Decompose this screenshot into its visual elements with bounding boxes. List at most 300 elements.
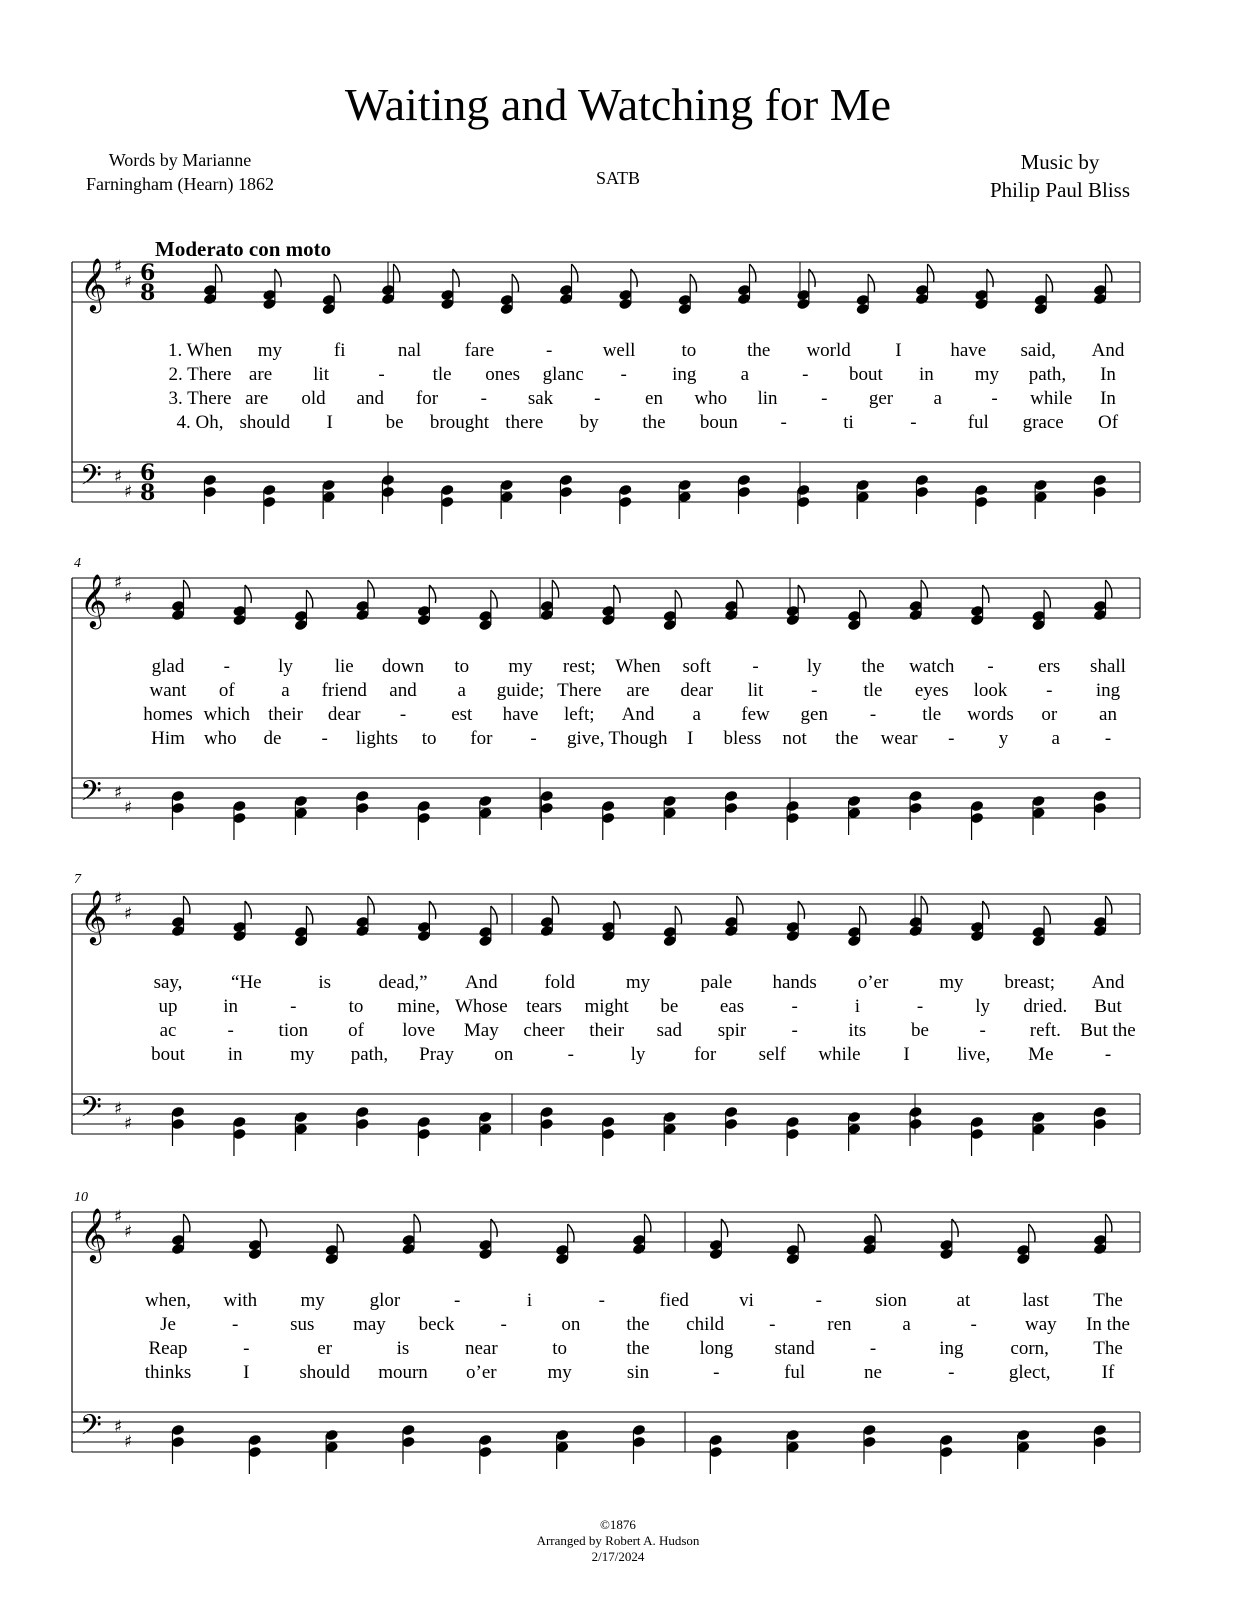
lyric-syllable: lights (355, 728, 398, 749)
lyric-syllable: to (681, 340, 697, 361)
lyric-syllable: glect, (1008, 1362, 1051, 1383)
lyric-syllable: for (470, 728, 493, 749)
lyric-syllable: friend (321, 680, 367, 701)
lyric-syllable: few (741, 704, 770, 725)
lyric-syllable: bout (848, 364, 883, 385)
sharp-icon: ♯ (124, 272, 133, 292)
sharp-icon: ♯ (114, 573, 123, 593)
sharp-icon: ♯ (124, 798, 133, 818)
lyric-syllable: and (389, 680, 417, 701)
lyric-syllable: homes (143, 704, 193, 725)
sharp-icon: ♯ (124, 904, 133, 924)
lyric-syllable: - (948, 1362, 955, 1383)
lyric-syllable: - (500, 1314, 507, 1335)
lyric-syllable: glanc (542, 364, 584, 385)
lyric-syllable: say, (153, 972, 183, 993)
measure-number: 4 (74, 556, 81, 571)
lyric-syllable: a (933, 388, 942, 409)
lyric-syllable: lie (334, 656, 354, 677)
lyric-syllable: cheer (523, 1020, 565, 1041)
lyric-syllable: are (245, 388, 269, 409)
lyric-syllable: In the (1086, 1314, 1130, 1335)
lyric-syllable: should (239, 412, 291, 433)
lyric-syllable: by (579, 412, 599, 433)
lyric-syllable: shall (1090, 656, 1126, 677)
lyric-syllable: - (869, 704, 877, 725)
lyric-syllable: is (318, 972, 331, 993)
bass-clef-icon: 𝄢 (80, 1409, 102, 1449)
time-signature-bottom: 8 (140, 480, 156, 506)
lyric-syllable: 3. There (168, 388, 232, 409)
lyric-syllable: left; (563, 704, 595, 725)
lyric-syllable: while (818, 1044, 861, 1065)
lyric-syllable: - (791, 1020, 798, 1041)
lyric-syllable: tle (922, 704, 942, 725)
lyric-syllable: - (821, 388, 828, 409)
lyric-syllable: ing (1095, 680, 1121, 701)
lyric-syllable: - (780, 412, 787, 433)
lyric-syllable: a (281, 680, 290, 701)
lyric-syllable: long (699, 1338, 734, 1359)
lyric-syllable: path, (350, 1044, 389, 1065)
treble-clef-icon: 𝄞 (80, 889, 108, 943)
lyric-syllable: world (806, 340, 851, 361)
lyric-line-verse-1 (0, 1290, 1236, 1312)
lyric-syllable: - (290, 996, 297, 1017)
arranger-line: Arranged by Robert A. Hudson (536, 1533, 700, 1548)
treble-clef-icon: 𝄞 (80, 257, 108, 311)
lyric-syllable: - (227, 1020, 234, 1041)
lyric-syllable: for (415, 388, 439, 409)
lyric-syllable: lin (757, 388, 778, 409)
sharp-icon: ♯ (124, 1222, 133, 1242)
lyric-syllable: eyes (914, 680, 949, 701)
note-flag (1029, 1224, 1035, 1242)
lyric-syllable: to (421, 728, 437, 749)
lyric-syllable: is (396, 1338, 410, 1359)
lyric-syllable: - (321, 728, 328, 749)
lyric-syllable: - (594, 388, 601, 409)
time-signature-top: 6 (140, 460, 156, 486)
lyric-syllable: glor (369, 1290, 401, 1311)
sharp-icon: ♯ (114, 889, 123, 909)
lyric-syllable: In (1100, 388, 1116, 409)
lyric-syllable: my (974, 364, 1000, 385)
sharp-icon: ♯ (114, 467, 123, 487)
tempo-marking: Moderato con moto (155, 237, 332, 261)
lyric-syllable: vi (739, 1290, 754, 1311)
song-title: Waiting and Watching for Me (344, 79, 892, 130)
lyric-syllable: to (348, 996, 364, 1017)
lyric-syllable: I (903, 1044, 910, 1065)
lyric-syllable: Pray (419, 1044, 454, 1065)
lyric-syllable: when, (145, 1290, 191, 1311)
lyric-syllable: a (1051, 728, 1060, 749)
lyric-syllable: de (263, 728, 282, 749)
lyric-syllable: live, (957, 1044, 991, 1065)
words-credit-line1: Words by Marianne (108, 150, 252, 170)
lyric-syllable: grace (1022, 412, 1064, 433)
lyric-syllable: nal (397, 340, 422, 361)
sharp-icon: ♯ (114, 1099, 123, 1119)
lyric-syllable: my (939, 972, 964, 993)
words-credit-line2: Farningham (Hearn) 1862 (86, 174, 274, 194)
lyric-syllable: path, (1028, 364, 1067, 385)
lyric-syllable: boun (699, 412, 738, 433)
lyric-syllable: while (1030, 388, 1073, 409)
lyric-syllable: sion (875, 1290, 907, 1311)
sharp-icon: ♯ (124, 1432, 133, 1452)
lyric-syllable: soft (682, 656, 711, 677)
lyric-syllable: be (385, 412, 404, 433)
lyric-syllable: corn, (1010, 1338, 1049, 1359)
lyric-syllable: my (290, 1044, 315, 1065)
lyric-syllable: Whose (454, 996, 508, 1017)
lyric-syllable: est (451, 704, 473, 725)
lyric-syllable: not (782, 728, 807, 749)
lyric-syllable: - (752, 656, 759, 677)
lyric-syllable: - (948, 728, 955, 749)
lyric-syllable: Reap (148, 1338, 188, 1359)
lyric-syllable: the (835, 728, 859, 749)
lyric-syllable: my (547, 1362, 572, 1383)
note-flag (875, 1214, 881, 1232)
lyric-syllable: ly (806, 656, 822, 677)
lyric-syllable: - (916, 996, 924, 1017)
lyric-syllable: ones (485, 364, 521, 385)
lyric-syllable: ly (278, 656, 293, 677)
lyric-syllable: have (502, 704, 539, 725)
lyric-syllable: ger (868, 388, 894, 409)
lyric-syllable: And (1091, 972, 1125, 993)
lyric-syllable: sin (626, 1362, 650, 1383)
lyric-syllable: - (480, 388, 487, 409)
lyric-syllable: bless (723, 728, 762, 749)
copyright-line: ©1876 (600, 1517, 636, 1532)
lyric-syllable: their (589, 1020, 625, 1041)
measure-number: 10 (74, 1190, 88, 1205)
lyric-syllable: tle (863, 680, 883, 701)
lyric-syllable: in (223, 996, 239, 1017)
sharp-icon: ♯ (114, 1207, 123, 1227)
lyric-syllable: But (1094, 996, 1122, 1017)
lyric-syllable: - (869, 1338, 877, 1359)
lyric-syllable: ly (975, 996, 991, 1017)
lyric-syllable: the (626, 1314, 650, 1335)
sharp-icon: ♯ (114, 783, 123, 803)
note-flag (798, 1224, 804, 1242)
note-flag (568, 1224, 574, 1242)
lyric-syllable: in (919, 364, 934, 385)
lyric-syllable: reft. (1029, 1020, 1061, 1041)
lyric-syllable: glad (151, 656, 185, 677)
lyric-syllable: May (463, 1020, 499, 1041)
lyric-syllable: are (626, 680, 650, 701)
lyric-syllable: at (956, 1290, 971, 1311)
lyric-syllable: Of (1097, 412, 1119, 433)
lyric-syllable: tears (526, 996, 562, 1017)
lyric-syllable: ly (630, 1044, 646, 1065)
lyric-syllable: give, (567, 728, 605, 749)
lyric-syllable: - (231, 1314, 239, 1335)
lyric-syllable: wear (880, 728, 918, 749)
lyric-syllable: may (353, 1314, 386, 1335)
lyric-syllable: If (1101, 1362, 1115, 1383)
lyric-syllable: - (620, 364, 627, 385)
lyric-line-verse-3 (0, 1338, 1236, 1360)
lyric-syllable: hands (772, 972, 817, 993)
lyric-syllable: - (567, 1044, 575, 1065)
lyric-syllable: tle (432, 364, 452, 385)
lyric-syllable: The (1093, 1338, 1123, 1359)
lyric-syllable: their (268, 704, 303, 725)
lyric-syllable: en (645, 388, 663, 409)
lyric-syllable: 1. When (167, 340, 233, 361)
lyric-syllable: - (1104, 728, 1112, 749)
lyric-syllable: there (505, 412, 544, 433)
lyric-syllable: the (747, 340, 771, 361)
lyric-line-verse-2 (0, 1314, 1236, 1336)
lyric-syllable: Him (151, 728, 185, 749)
lyric-syllable: words (967, 704, 1014, 725)
lyric-syllable: ers (1038, 656, 1061, 677)
bass-clef-icon: 𝄢 (80, 1091, 102, 1131)
lyric-syllable: - (769, 1314, 776, 1335)
lyric-syllable: spir (717, 1020, 747, 1041)
lyric-syllable: be (660, 996, 679, 1017)
lyric-syllable: to (454, 656, 470, 677)
lyric-syllable: And (464, 972, 498, 993)
lyric-syllable: bout (151, 1044, 185, 1065)
lyric-syllable: who (694, 388, 728, 409)
lyric-syllable: Me (1028, 1044, 1054, 1065)
lyric-syllable: o’er (466, 1362, 497, 1383)
sharp-icon: ♯ (114, 1417, 123, 1437)
lyric-syllable: lit (747, 680, 764, 701)
lyric-syllable: Though (608, 728, 668, 749)
lyric-syllable: my (508, 656, 533, 677)
lyric-syllable: should (299, 1362, 350, 1383)
lyric-syllable: to (552, 1338, 568, 1359)
treble-clef-icon: 𝄞 (80, 1207, 108, 1261)
lyric-syllable: watch (909, 656, 955, 677)
lyric-syllable: lit (313, 364, 329, 385)
lyric-syllable: mourn (378, 1362, 428, 1383)
lyric-syllable: And (1091, 340, 1125, 361)
voicing-label: SATB (595, 168, 640, 188)
music-credit-line1: Music by (1020, 150, 1100, 174)
lyric-syllable: er (317, 1338, 333, 1359)
lyric-syllable: guide; (496, 680, 545, 701)
lyric-syllable: - (802, 364, 809, 385)
lyric-syllable: brought (429, 412, 489, 433)
lyric-syllable: pale (700, 972, 733, 993)
lyric-syllable: ful (784, 1362, 806, 1383)
lyric-syllable: 4. Oh, (176, 412, 224, 433)
lyric-syllable: might (584, 996, 629, 1017)
lyric-syllable: and (356, 388, 384, 409)
note-flag (184, 1214, 190, 1232)
lyric-syllable: well (602, 340, 636, 361)
lyric-line-verse-4 (0, 1362, 1236, 1384)
lyric-syllable: Je (160, 1314, 176, 1335)
lyric-syllable: beck (418, 1314, 455, 1335)
page-footer (0, 1517, 1236, 1565)
lyric-syllable: dear (680, 680, 714, 701)
lyric-syllable: - (979, 1020, 986, 1041)
lyric-syllable: - (598, 1290, 606, 1311)
lyric-syllable: - (223, 656, 230, 677)
lyric-syllable: - (987, 656, 994, 677)
note-flag (1106, 1214, 1112, 1232)
note-flag (337, 1224, 343, 1242)
lyric-syllable: - (991, 388, 998, 409)
lyric-syllable: on (561, 1314, 581, 1335)
lyric-syllable: the (642, 412, 666, 433)
lyric-syllable: - (243, 1338, 250, 1359)
lyric-syllable: I (243, 1362, 250, 1383)
lyric-syllable: child (686, 1314, 725, 1335)
bass-clef-icon: 𝄢 (80, 459, 102, 499)
lyric-syllable: - (970, 1314, 977, 1335)
lyric-syllable: want (149, 680, 187, 701)
lyric-syllable: - (399, 704, 407, 725)
lyric-syllable: the (626, 1338, 650, 1359)
lyric-syllable: - (1104, 1044, 1112, 1065)
lyric-syllable: tion (278, 1020, 309, 1041)
lyric-syllable: an (1099, 704, 1117, 725)
time-signature-bottom: 8 (140, 280, 156, 306)
lyric-syllable: said, (1020, 340, 1056, 361)
lyric-syllable: be (911, 1020, 929, 1041)
lyric-syllable: 2. There (168, 364, 232, 385)
lyric-syllable: dead,” (378, 972, 428, 993)
lyric-syllable: I (895, 340, 902, 361)
lyric-syllable: I (687, 728, 694, 749)
lyric-syllable: - (546, 340, 553, 361)
lyric-syllable: fare (464, 340, 495, 361)
sharp-icon: ♯ (124, 1114, 133, 1134)
lyric-syllable: eas (719, 996, 745, 1017)
lyric-syllable: - (910, 412, 917, 433)
sharp-icon: ♯ (124, 482, 133, 502)
lyric-syllable: y (998, 728, 1009, 749)
lyric-syllable: love (402, 1020, 436, 1041)
lyric-syllable: its (848, 1020, 867, 1041)
lyric-syllable: way (1025, 1314, 1057, 1335)
lyric-syllable: fi (333, 340, 346, 361)
lyric-syllable: have (950, 340, 987, 361)
lyric-syllable: ren (827, 1314, 852, 1335)
music-credit-line2: Philip Paul Bliss (989, 178, 1131, 202)
lyric-syllable: a (902, 1314, 911, 1335)
lyric-syllable: ac (159, 1020, 177, 1041)
bass-clef-icon: 𝄢 (80, 775, 102, 815)
time-signature-top: 6 (140, 260, 156, 286)
lyric-syllable: o’er (857, 972, 889, 993)
lyric-syllable: sak (527, 388, 554, 409)
lyric-syllable: fied (659, 1290, 689, 1311)
lyric-syllable: for (694, 1044, 717, 1065)
lyric-syllable: - (811, 680, 818, 701)
lyric-syllable: gen (800, 704, 828, 725)
lyric-syllable: up (158, 996, 178, 1017)
lyric-syllable: And (621, 704, 655, 725)
lyric-syllable: or (1041, 704, 1058, 725)
lyric-syllable: the (861, 656, 885, 677)
lyric-syllable: i (854, 996, 860, 1017)
lyric-syllable: stand (774, 1338, 815, 1359)
lyric-syllable: my (257, 340, 282, 361)
date-line: 2/17/2024 (591, 1549, 645, 1564)
lyric-syllable: a (457, 680, 466, 701)
lyric-syllable: ing (939, 1338, 964, 1359)
lyric-syllable: - (1046, 680, 1053, 701)
lyric-syllable: The (1093, 1290, 1123, 1311)
sharp-icon: ♯ (114, 257, 123, 277)
lyric-syllable: I (326, 412, 333, 433)
lyric-syllable: - (530, 728, 537, 749)
lyric-syllable: - (378, 364, 385, 385)
lyric-syllable: There (557, 680, 602, 701)
lyric-syllable: - (815, 1290, 822, 1311)
lyric-syllable: ti (843, 412, 854, 433)
lyric-syllable: - (454, 1290, 461, 1311)
treble-clef-icon: 𝄞 (80, 573, 108, 627)
lyric-syllable: “He (231, 972, 262, 993)
lyric-syllable: my (625, 972, 651, 993)
lyric-syllable: down (381, 656, 425, 677)
lyric-syllable: in (227, 1044, 243, 1065)
lyric-syllable: of (218, 680, 235, 701)
lyric-syllable: ne (864, 1362, 882, 1383)
lyric-syllable: - (791, 996, 798, 1017)
lyric-syllable: self (758, 1044, 786, 1065)
lyric-syllable: fold (544, 972, 575, 993)
lyric-syllable: which (203, 704, 250, 725)
note-flag (414, 1214, 420, 1232)
lyric-syllable: last (1022, 1290, 1049, 1311)
lyric-syllable: old (301, 388, 326, 409)
lyric-syllable: thinks (144, 1362, 192, 1383)
lyric-syllable: with (223, 1290, 258, 1311)
lyric-syllable: a (740, 364, 750, 385)
lyric-syllable: sus (290, 1314, 315, 1335)
lyric-syllable: who (203, 728, 237, 749)
lyric-syllable: When (615, 656, 661, 677)
lyric-syllable: my (300, 1290, 325, 1311)
note-flag (645, 1214, 651, 1232)
lyric-syllable: a (692, 704, 701, 725)
lyric-syllable: dried. (1023, 996, 1068, 1017)
lyric-syllable: of (348, 1020, 364, 1041)
lyric-syllable: on (494, 1044, 514, 1065)
measure-number: 7 (74, 872, 81, 887)
lyric-syllable: ful (967, 412, 989, 433)
lyric-syllable: In (1100, 364, 1116, 385)
lyric-syllable: But the (1080, 1020, 1136, 1041)
sharp-icon: ♯ (124, 588, 133, 608)
lyric-syllable: - (713, 1362, 720, 1383)
lyric-syllable: dear (327, 704, 361, 725)
lyric-syllable: rest; (562, 656, 596, 677)
lyric-syllable: mine, (397, 996, 441, 1017)
lyric-syllable: sad (656, 1020, 682, 1041)
lyric-syllable: near (464, 1338, 498, 1359)
lyric-syllable: look (973, 680, 1008, 701)
bass-staff (72, 1412, 1140, 1452)
lyric-syllable: ing (672, 364, 697, 385)
